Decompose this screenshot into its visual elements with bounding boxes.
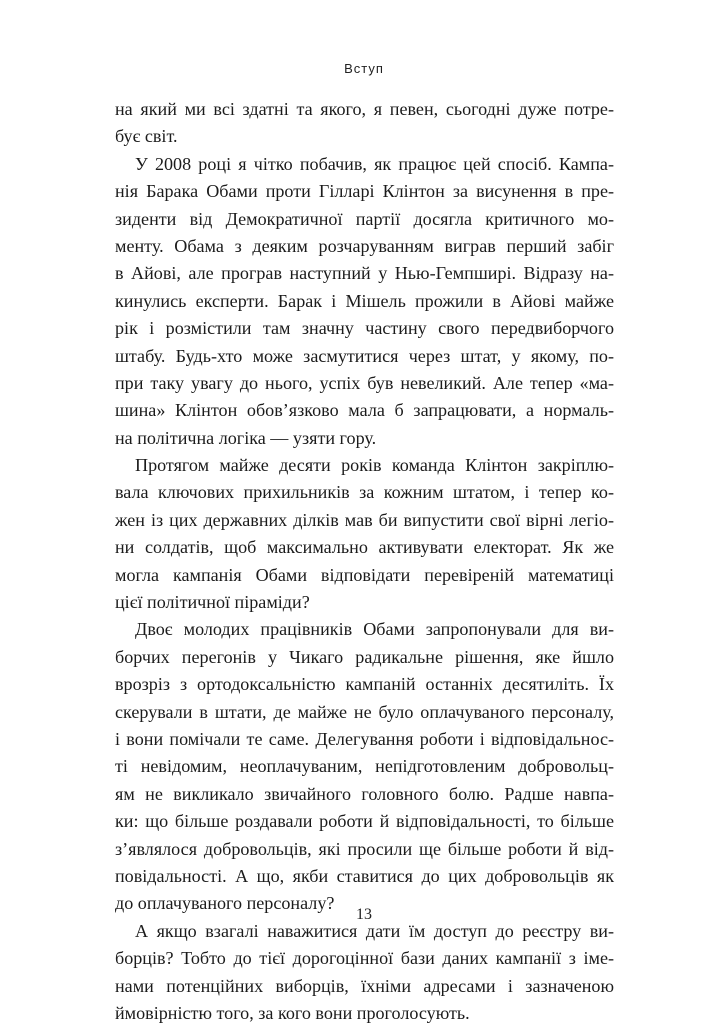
text-line: ки: що більше роздавали роботи й відповідальності, то більше [115,811,614,832]
text-line: скерували в штати, де майже не було оплачуваного персоналу, [115,701,614,722]
text-line: ни солдатів, щоб максимально активувати електорат. Як же [115,537,614,558]
text-line: штабу. Будь-хто може засмутитися через штат, у якому, по- [115,345,614,366]
text-line: на політична логіка — узяти гору. [115,427,377,448]
paragraph [115,452,614,616]
text-line: на який ми всі здатні та якого, я певен, сьогодні дуже потре- [115,99,614,119]
text-line: повідальності. А що, якби ставитися до цих добровольців як [115,865,614,886]
text-line: вала ключових прихильників за кожним штатом, і тепер ко- [115,482,614,503]
text-line: ті невідомим, неоплачуваним, непідготовленим добровольц- [115,756,614,777]
text-line: цієї політичної піраміди? [115,592,310,613]
text-line: з’являлося добровольців, які просили ще більше роботи й від- [115,838,614,859]
text-line: могла кампанія Обами відповідати перевіреній математиці [115,564,614,585]
paragraph [115,918,614,1027]
text-line: Двоє молодих працівників Обами запропонували для ви- [135,619,614,640]
running-header: Вступ [344,61,384,76]
text-line: кинулись експерти. Барак і Мішель прожили в Айові майже [115,290,614,311]
text-line: при таку увагу до нього, успіх був невеликий. Але тепер «ма- [115,372,614,393]
text-line: нами потенційних виборців, їхніми адресами і зазначеною [115,975,614,996]
text-line: бує світ. [115,126,178,147]
text-line: зиденти від Демократичної партії досягла критичного мо- [115,208,614,229]
text-line: А якщо взагалі наважитися дати їм доступ до реєстру ви- [135,920,614,941]
paragraph [115,96,614,151]
text-line: в Айові, але програв наступний у Нью-Гемпширі. Відразу на- [115,263,614,284]
paragraph [115,151,614,452]
text-line: ймовірністю того, за кого вони проголосують. [115,1002,470,1023]
paragraph [115,616,614,917]
text-line: ям не викликало звичайного головного болю. Радше навпа- [115,783,614,804]
text-line: борчих перегонів у Чикаго радикальне рішення, яке йшло [115,646,614,667]
text-line: Протягом майже десяти років команда Клінтон закріплю- [135,455,614,476]
text-line: рік і розмістили там значну частину свого передвиборчого [115,318,614,339]
page-number: 13 [356,906,372,923]
text-line: врозріз з ортодоксальністю кампаній останніх десятиліть. Їх [115,674,614,695]
text-line: жен із цих державних ділків мав би випустити свої вірні легіо- [115,509,614,530]
text-line: до оплачуваного персоналу? [115,893,335,914]
body-text [115,96,614,1027]
text-line: менту. Обама з деяким розчаруванням виграв перший забіг [115,235,614,256]
text-line: У 2008 році я чітко побачив, як працює цей спосіб. Кампа- [135,153,614,174]
text-line: нія Барака Обами проти Гілларі Клінтон за висунення в пре- [115,181,614,202]
text-line: борців? Тобто до тієї дорогоцінної бази даних кампанії з іме- [115,948,614,969]
text-line: і вони помічали те саме. Делегування роботи і відповідальнос- [115,728,614,749]
text-line: шина» Клінтон обов’язково мала б запрацювати, а нормаль- [115,400,614,421]
